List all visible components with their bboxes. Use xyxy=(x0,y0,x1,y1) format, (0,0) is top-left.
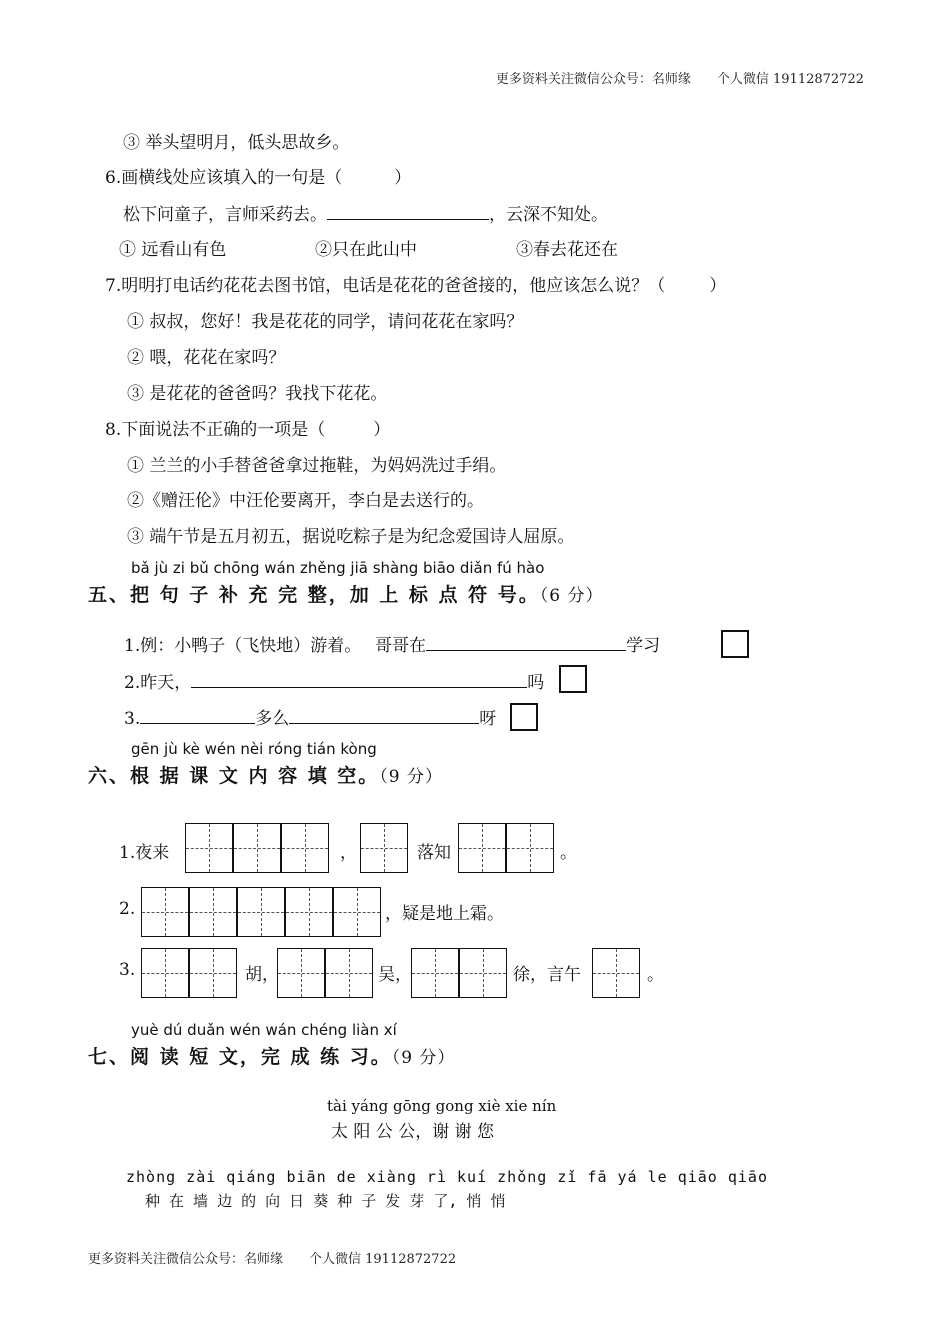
s5-item2-suffix: 吗 xyxy=(527,673,545,693)
q6-option-2: ②只在此山中 xyxy=(315,240,417,260)
section5-pinyin: bǎ jù zi bǔ chōng wán zhěng jiā shàng biāo diǎn fú hào xyxy=(131,559,545,577)
s5-item-3 xyxy=(124,704,496,729)
q8-option-1: ① 兰兰的小手替爸爸拿过拖鞋，为妈妈洗过手绢。 xyxy=(127,456,507,476)
tianzi-cell[interactable] xyxy=(141,948,189,998)
tianzi-cell[interactable] xyxy=(325,948,373,998)
q5-option-3: ③ 举头望明月，低头思故乡。 xyxy=(123,133,350,153)
q8-option-2: ②《赠汪伦》中汪伦要离开，李白是去送行的。 xyxy=(127,491,484,511)
q7-option-1: ① 叔叔，您好！我是花花的同学，请问花花在家吗？ xyxy=(127,312,524,332)
q7-stem-close: ） xyxy=(709,276,727,296)
tianzi-cell[interactable] xyxy=(281,823,329,873)
q6-option-1: ① 远看山有色 xyxy=(119,240,227,260)
section6-title-text: 六、根 据 课 文 内 容 填 空。 xyxy=(88,765,380,787)
s6-item3-hu: 胡， xyxy=(245,965,279,985)
s6-item1-grid-3 xyxy=(458,823,554,873)
story-title: 太 阳 公 公，谢 谢 您 xyxy=(331,1122,495,1142)
s5-item-2 xyxy=(124,668,544,693)
section5-score: （6 分） xyxy=(539,586,604,606)
s6-item1-grid-1 xyxy=(185,823,329,873)
tianzi-cell[interactable] xyxy=(360,823,408,873)
q6-stem-text: 6.画横线处应该填入的一句是（ xyxy=(105,168,343,188)
s5-item1-prefix: 1.例：小鸭子（飞快地）游着。 哥哥在 xyxy=(124,636,427,656)
page-footer: 更多资料关注微信公众号：名师缘 个人微信 19112872722 xyxy=(88,1252,457,1267)
s6-item3-xu: 徐，言午 xyxy=(513,965,581,985)
q8-stem xyxy=(105,415,390,440)
tianzi-cell[interactable] xyxy=(185,823,233,873)
q7-stem-text: 7.明明打电话约花花去图书馆，电话是花花的爸爸接的，他应该怎么说？（ xyxy=(105,276,666,296)
s5-item2-punct-box[interactable] xyxy=(559,665,587,693)
tianzi-cell[interactable] xyxy=(285,887,333,937)
tianzi-cell[interactable] xyxy=(189,887,237,937)
s6-item2-grid xyxy=(141,887,381,937)
q7-option-2: ② 喂，花花在家吗？ xyxy=(127,348,286,368)
s6-item1-grid-2 xyxy=(360,823,408,873)
s5-item3-mid: 多么 xyxy=(255,709,290,729)
q6-sentence-b: ，云深不知处。 xyxy=(489,205,608,225)
s6-item3-grid-4 xyxy=(592,948,640,998)
tianzi-cell[interactable] xyxy=(189,948,237,998)
story-line1-text: 种 在 墙 边 的 向 日 葵 种 子 发 芽 了, 悄 悄 xyxy=(145,1192,506,1210)
page-header: 更多资料关注微信公众号：名师缘 个人微信 19112872722 xyxy=(495,72,864,87)
tianzi-cell[interactable] xyxy=(506,823,554,873)
s5-item2-fill[interactable] xyxy=(191,669,527,688)
s5-item3-prefix: 3. xyxy=(124,709,141,729)
tianzi-cell[interactable] xyxy=(411,948,459,998)
section7-title xyxy=(88,1042,455,1069)
section6-title xyxy=(88,761,443,788)
s5-item2-prefix: 2.昨天， xyxy=(124,673,192,693)
s6-item3-period: 。 xyxy=(647,965,664,985)
q7-stem xyxy=(105,271,726,296)
section5-title-text: 五、把 句 子 补 充 完 整，加 上 标 点 符 号。 xyxy=(88,584,540,606)
q7-option-3: ③ 是花花的爸爸吗？我找下花花。 xyxy=(127,384,388,404)
q6-sentence-a: 松下问童子，言师采药去。 xyxy=(123,205,327,225)
s5-item3-fill-2[interactable] xyxy=(289,705,479,724)
tianzi-cell[interactable] xyxy=(459,948,507,998)
section6-pinyin: gēn jù kè wén nèi róng tián kòng xyxy=(131,740,377,758)
s5-item1-fill[interactable] xyxy=(426,632,626,651)
s5-item1-suffix: 学习 xyxy=(626,636,661,656)
q6-fill-line[interactable] xyxy=(327,201,489,220)
q8-option-3: ③ 端午节是五月初五，据说吃粽子是为纪念爱国诗人屈原。 xyxy=(127,527,575,547)
story-title-pinyin: tài yáng gōng gong xiè xie nín xyxy=(327,1097,557,1115)
s6-item3-wu: 吴， xyxy=(378,965,412,985)
s6-item3-prefix: 3. xyxy=(119,960,136,980)
tianzi-cell[interactable] xyxy=(277,948,325,998)
s6-item3-grid-3 xyxy=(411,948,507,998)
tianzi-cell[interactable] xyxy=(333,887,381,937)
section6-score: （9 分） xyxy=(379,767,444,787)
s6-item1-prefix: 1.夜来 xyxy=(119,843,170,863)
q6-stem xyxy=(105,163,411,188)
s5-item3-fill-1[interactable] xyxy=(140,705,255,724)
s5-item-1 xyxy=(124,631,660,656)
q8-stem-text: 8.下面说法不正确的一项是（ xyxy=(105,420,326,440)
tianzi-cell[interactable] xyxy=(141,887,189,937)
q6-sentence xyxy=(123,200,608,225)
q8-stem-close: ） xyxy=(373,420,391,440)
story-line1-pinyin: zhòng zài qiáng biān de xiàng rì kuí zhǒng zǐ fā yá le qiāo qiāo xyxy=(126,1168,768,1186)
q6-stem-close: ） xyxy=(394,168,412,188)
tianzi-cell[interactable] xyxy=(237,887,285,937)
q6-option-3: ③春去花还在 xyxy=(516,240,618,260)
s6-item1-period: 。 xyxy=(560,843,577,863)
s5-item3-suffix: 呀 xyxy=(479,709,497,729)
section7-pinyin: yuè dú duǎn wén wán chéng liàn xí xyxy=(131,1021,397,1039)
s6-item3-grid-1 xyxy=(141,948,237,998)
s5-item3-punct-box[interactable] xyxy=(510,703,538,731)
tianzi-cell[interactable] xyxy=(233,823,281,873)
section7-title-text: 七、阅 读 短 文，完 成 练 习。 xyxy=(88,1046,392,1068)
s6-item3-grid-2 xyxy=(277,948,373,998)
s6-item2-suffix: ，疑是地上霜。 xyxy=(385,904,504,924)
s5-item1-punct-box[interactable] xyxy=(721,630,749,658)
section5-title xyxy=(88,580,604,607)
s6-item2-prefix: 2. xyxy=(119,899,136,919)
s6-item1-comma: ， xyxy=(340,843,357,863)
s6-item1-mid: 落知 xyxy=(417,843,451,863)
tianzi-cell[interactable] xyxy=(458,823,506,873)
tianzi-cell[interactable] xyxy=(592,948,640,998)
section7-score: （9 分） xyxy=(391,1048,456,1068)
